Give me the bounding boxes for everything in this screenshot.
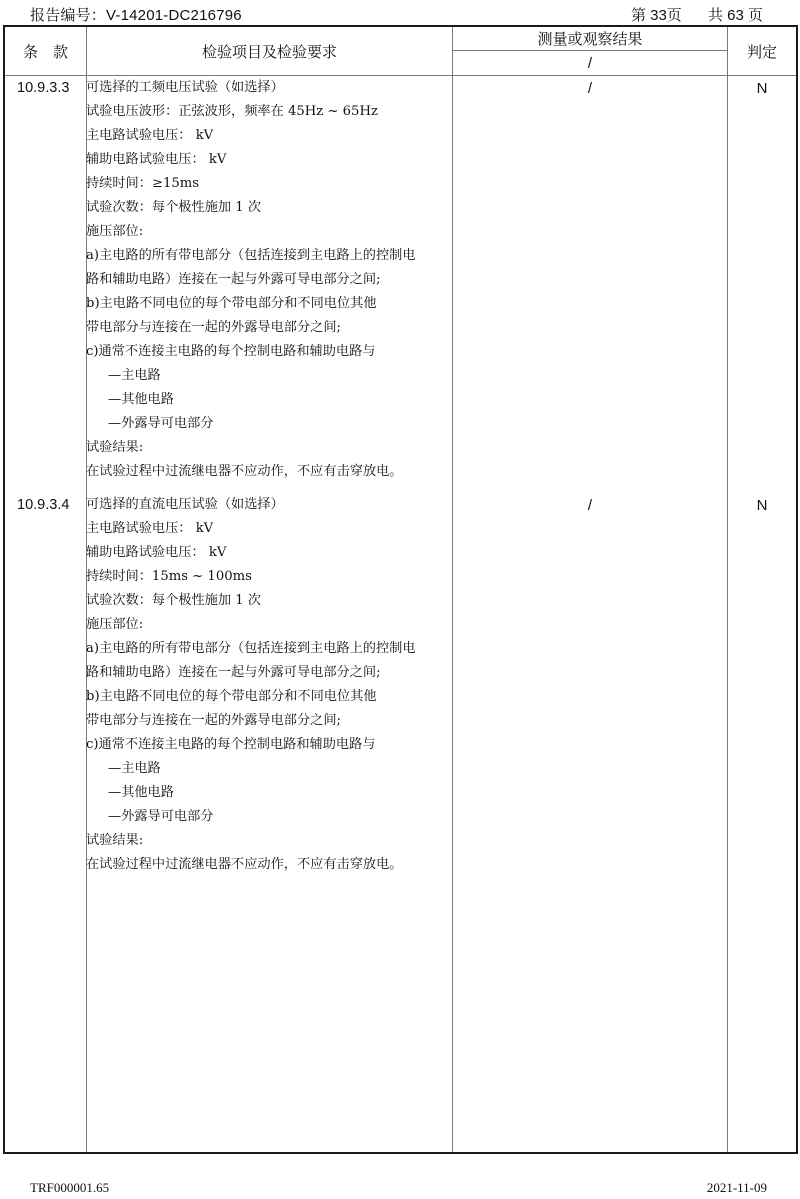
header-clause: 条 款 [22,43,68,61]
requirement-text [86,493,452,877]
requirement-line: 路和辅助电路）连接在一起与外露可导电部分之间; [86,272,381,287]
requirement-line: c)通常不连接主电路的每个控制电路和辅助电路与 [86,737,376,752]
header-verdict: 判定 [746,43,777,61]
divider-requirement-result [452,27,453,1152]
requirement-line: 路和辅助电路）连接在一起与外露可导电部分之间; [86,665,381,680]
requirement-subitem: —外露导可电部分 [108,416,214,431]
requirement-subitem: —其他电路 [108,392,174,407]
header-result-sub: / [587,54,593,72]
requirement-line: 施压部位: [86,224,144,239]
divider-result-verdict [727,27,728,1152]
requirement-line: 主电路试验电压： kV [86,521,214,536]
clause-number: 10.9.3.4 [17,497,70,513]
clause-number: 10.9.3.3 [17,80,70,96]
requirement-line: 试验电压波形：正弦波形，频率在 45Hz ~ 65Hz [86,104,378,119]
header-requirement: 检验项目及检验要求 [201,43,337,61]
requirement-line: 试验次数：每个极性施加 1 次 [86,593,262,608]
requirement-subitem: —主电路 [108,761,161,776]
requirement-line: 持续时间：15ms ~ 100ms [86,569,252,584]
requirement-line: 辅助电路试验电压： kV [86,152,227,167]
requirement-title: 可选择的工频电压试验（如选择） [86,80,284,95]
requirement-line: 主电路试验电压： kV [86,128,214,143]
result-value: / [587,80,593,97]
requirement-line: 试验结果: [86,833,144,848]
requirement-subitem: —主电路 [108,368,161,383]
header-result: 测量或观察结果 [537,31,643,48]
requirement-line: 试验结果: [86,440,144,455]
requirement-subitem: —外露导可电部分 [108,809,214,824]
requirement-line: a)主电路的所有带电部分（包括连接到主电路上的控制电 [86,248,416,263]
requirement-text [86,76,452,484]
form-code: TRF000001.65 [30,1180,110,1195]
form-date: 2021-11-09 [706,1180,767,1195]
verdict-value: N [756,80,768,97]
requirement-subitem: —其他电路 [108,785,174,800]
requirement-line: 施压部位: [86,617,144,632]
page-current: 第 33页 [630,7,682,24]
requirement-line: 在试验过程中过流继电器不应动作，不应有击穿放电。 [86,857,403,872]
requirement-line: 带电部分与连接在一起的外露导电部分之间; [86,320,342,335]
requirement-line: 持续时间：≥15ms [86,176,200,191]
requirement-title: 可选择的直流电压试验（如选择） [86,497,284,512]
page-total: 共 63 页 [707,7,763,24]
requirement-line: b)主电路不同电位的每个带电部分和不同电位其他 [86,296,377,311]
report-number: 报告编号：V-14201-DC216796 [30,7,242,24]
verdict-value: N [756,497,768,514]
requirement-line: c)通常不连接主电路的每个控制电路和辅助电路与 [86,344,376,359]
result-value: / [587,497,593,514]
requirement-line: a)主电路的所有带电部分（包括连接到主电路上的控制电 [86,641,416,656]
requirement-line: 在试验过程中过流继电器不应动作，不应有击穿放电。 [86,464,403,479]
requirement-line: b)主电路不同电位的每个带电部分和不同电位其他 [86,689,377,704]
requirement-line: 带电部分与连接在一起的外露导电部分之间; [86,713,342,728]
requirement-line: 辅助电路试验电压： kV [86,545,227,560]
page-indicator [631,4,763,25]
requirement-line: 试验次数：每个极性施加 1 次 [86,200,262,215]
